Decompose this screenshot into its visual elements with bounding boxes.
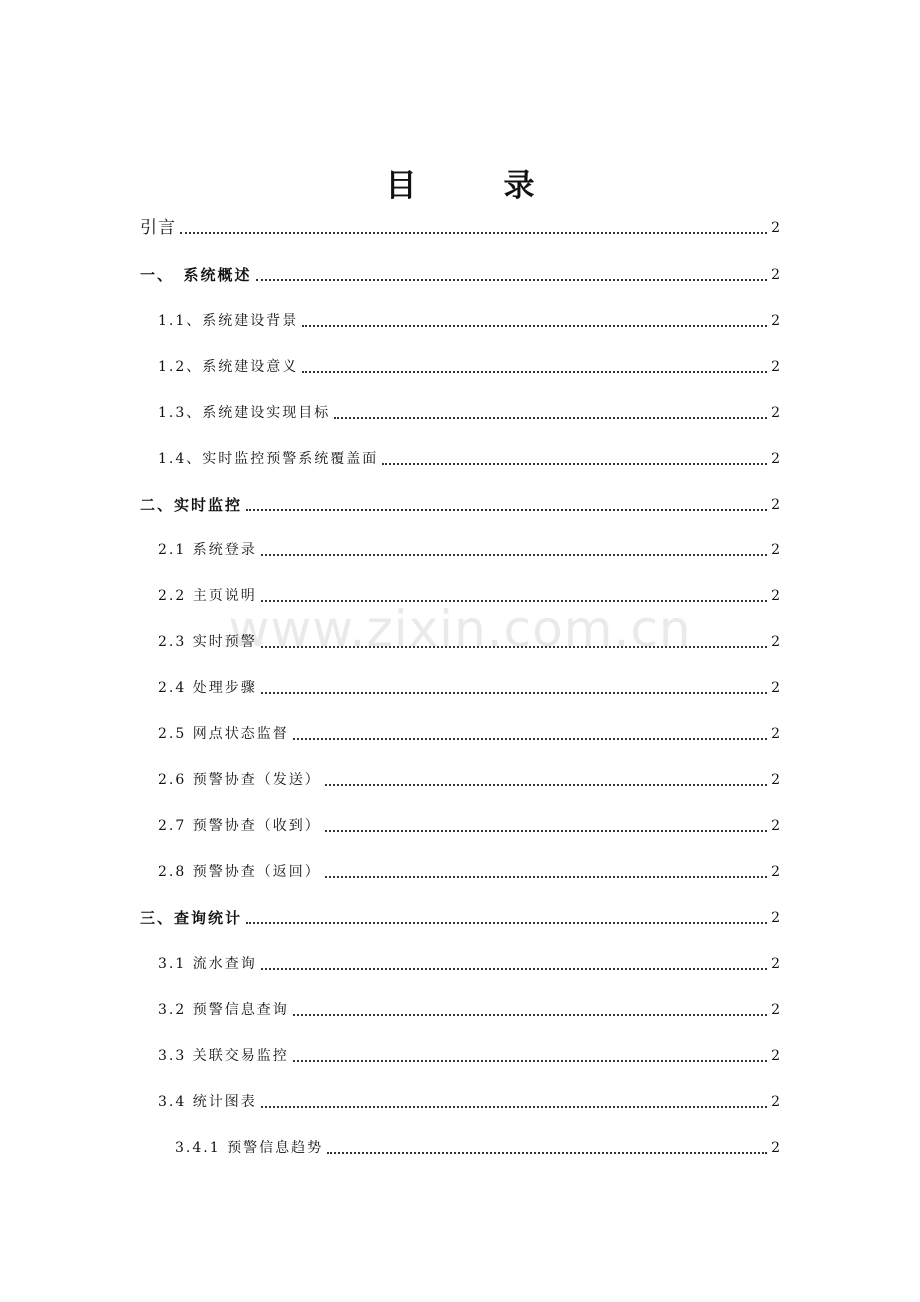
toc-page-number: 2	[771, 818, 780, 834]
toc-page-number: 2	[771, 542, 780, 558]
dot-leader	[261, 968, 767, 970]
toc-entry[interactable]	[158, 856, 780, 882]
dot-leader	[325, 830, 767, 832]
toc-entry[interactable]	[158, 994, 780, 1020]
toc-page-number: 2	[771, 267, 780, 283]
toc-page-number: 2	[771, 910, 780, 926]
toc-entry[interactable]	[158, 764, 780, 790]
toc-entry-label: 二、实时监控	[140, 496, 243, 514]
dot-leader	[261, 646, 767, 648]
toc-entry[interactable]	[158, 1040, 780, 1066]
toc-entry[interactable]	[140, 259, 780, 285]
toc-entry-label: 三、查询统计	[140, 909, 243, 927]
toc-entry[interactable]	[158, 672, 780, 698]
dot-leader	[180, 232, 767, 234]
toc-entry[interactable]	[158, 397, 780, 423]
toc-page-number: 2	[771, 588, 780, 604]
toc-entry-label: 3.4 统计图表	[158, 1094, 257, 1110]
toc-entry[interactable]	[158, 443, 780, 469]
toc-entry-label: 1.4、实时监控预警系统覆盖面	[158, 451, 379, 467]
toc-entry[interactable]	[158, 626, 780, 652]
toc-page-number: 2	[771, 313, 780, 329]
toc-entry[interactable]	[140, 212, 780, 238]
dot-leader	[246, 509, 767, 511]
toc-entry-label: 3.1 流水查询	[158, 956, 257, 972]
toc-entry-label: 2.6 预警协查（发送）	[158, 772, 321, 788]
toc-page-number: 2	[771, 1048, 780, 1064]
toc-entry-label: 2.7 预警协查（收到）	[158, 818, 321, 834]
toc-entry-label: 2.3 实时预警	[158, 634, 257, 650]
toc-entry[interactable]	[158, 810, 780, 836]
toc-entry[interactable]	[140, 489, 780, 515]
toc-entry-label: 1.3、系统建设实现目标	[158, 405, 331, 421]
toc-entry[interactable]	[140, 902, 780, 928]
dot-leader	[302, 325, 767, 327]
toc-page-number: 2	[771, 359, 780, 375]
toc-entry[interactable]	[158, 305, 780, 331]
toc-entry[interactable]	[158, 718, 780, 744]
toc-page-number: 2	[771, 726, 780, 742]
toc-page-number: 2	[771, 405, 780, 421]
toc-page-number: 2	[771, 1002, 780, 1018]
dot-leader	[325, 784, 767, 786]
dot-leader	[293, 1060, 767, 1062]
watermark: www.zixin.com.cn	[228, 600, 692, 658]
toc-page-number: 2	[771, 864, 780, 880]
toc-entry-label: 2.4 处理步骤	[158, 680, 257, 696]
toc-entry-label: 2.1 系统登录	[158, 542, 257, 558]
dot-leader	[325, 876, 767, 878]
toc-entry[interactable]	[175, 1132, 780, 1158]
toc-page-number: 2	[771, 1140, 780, 1156]
toc-page-number: 2	[771, 220, 780, 236]
toc-entry[interactable]	[158, 948, 780, 974]
toc-page-number: 2	[771, 1094, 780, 1110]
toc-entry-label: 1.2、系统建设意义	[158, 359, 299, 375]
toc-entry-label: 2.5 网点状态监督	[158, 726, 289, 742]
dot-leader	[261, 1106, 767, 1108]
toc-page-number: 2	[771, 451, 780, 467]
dot-leader	[382, 463, 767, 465]
toc-page-number: 2	[771, 772, 780, 788]
toc-entry-label: 引言	[140, 218, 176, 238]
dot-leader	[256, 279, 768, 281]
toc-entry-label: 3.2 预警信息查询	[158, 1002, 289, 1018]
dot-leader	[302, 371, 767, 373]
toc-entry-label: 2.2 主页说明	[158, 588, 257, 604]
toc-entry[interactable]	[158, 351, 780, 377]
dot-leader	[261, 554, 767, 556]
dot-leader	[261, 692, 767, 694]
toc-entry-label: 1.1、系统建设背景	[158, 313, 299, 329]
dot-leader	[261, 600, 767, 602]
toc-entry-label: 3.4.1 预警信息趋势	[175, 1140, 324, 1156]
dot-leader	[246, 922, 767, 924]
dot-leader	[293, 1014, 767, 1016]
dot-leader	[293, 738, 767, 740]
dot-leader	[334, 417, 767, 419]
toc-entry-label: 一、 系统概述	[140, 266, 252, 284]
toc-page-number: 2	[771, 956, 780, 972]
dot-leader	[327, 1152, 767, 1154]
toc-page-number: 2	[771, 497, 780, 513]
toc-page-number: 2	[771, 680, 780, 696]
toc-entry-label: 2.8 预警协查（返回）	[158, 864, 321, 880]
page-title: 目 录	[385, 167, 563, 204]
toc-entry[interactable]	[158, 1086, 780, 1112]
toc-entry-label: 3.3 关联交易监控	[158, 1048, 289, 1064]
toc-entry[interactable]	[158, 580, 780, 606]
toc-entry[interactable]	[158, 534, 780, 560]
toc-page-number: 2	[771, 634, 780, 650]
